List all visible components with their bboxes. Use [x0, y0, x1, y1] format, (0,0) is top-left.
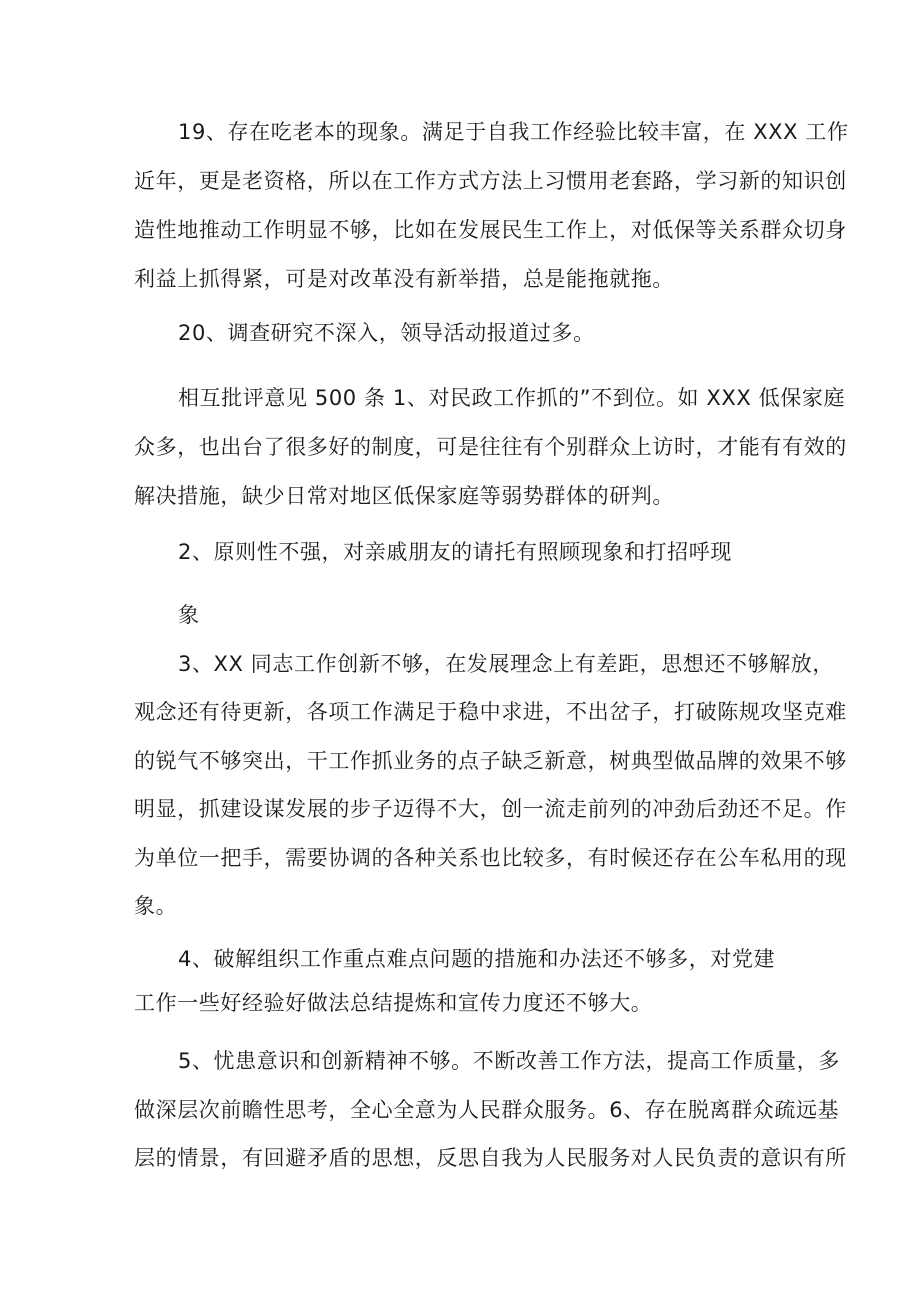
text-line: 利益上抓得紧，可是对改革没有新举措，总是能拖就拖。 — [134, 267, 674, 291]
text-line: 工作一些好经验好做法总结提炼和宣传力度还不够大。 — [134, 991, 653, 1015]
text-line: 5、忧患意识和创新精神不够。不断改善工作方法，提高工作质量，多 — [178, 1049, 840, 1073]
text-line: 象 — [178, 603, 200, 627]
text-line: 3、XX 同志工作创新不够，在发展理念上有差距，思想还不够解放， — [178, 652, 835, 676]
text-line: 相互批评意见 500 条 1、对民政工作抓的”不到位。如 XXX 低保家庭 — [178, 386, 846, 410]
text-line: 造性地推动工作明显不够，比如在发展民生工作上，对低保等关系群众切身 — [134, 218, 847, 242]
text-line: 象。 — [134, 894, 178, 918]
text-line: 众多，也出台了很多好的制度，可是往往有个别群众上访时，才能有有效的 — [134, 435, 847, 459]
text-line: 观念还有待更新，各项工作满足于稳中求进，不出岔子，打破陈规攻坚克难 — [134, 700, 847, 724]
text-line: 20、调查研究不深入，领导活动报道过多。 — [178, 321, 595, 345]
text-line: 近年，更是老资格，所以在工作方式方法上习惯用老套路，学习新的知识创 — [134, 169, 847, 193]
text-line: 19、存在吃老本的现象。满足于自我工作经验比较丰富，在 XXX 工作 — [178, 120, 849, 144]
text-line: 解决措施，缺少日常对地区低保家庭等弱势群体的研判。 — [134, 484, 674, 508]
text-line: 层的情景，有回避矛盾的思想，反思自我为人民服务对人民负责的意识有所 — [134, 1146, 847, 1170]
text-line: 4、破解组织工作重点难点问题的措施和办法还不够多，对党建 — [178, 947, 776, 971]
text-line: 明显，抓建设谋发展的步子迈得不大，创一流走前列的冲劲后劲还不足。作 — [134, 797, 847, 821]
text-line: 为单位一把手，需要协调的各种关系也比较多，有时候还存在公车私用的现 — [134, 846, 847, 870]
text-line: 的锐气不够突出，干工作抓业务的点子缺乏新意，树典型做品牌的效果不够 — [134, 749, 847, 773]
text-line: 2、原则性不强，对亲戚朋友的请托有照顾现象和打招呼现 — [178, 540, 732, 564]
text-line: 做深层次前瞻性思考，全心全意为人民群众服务。6、存在脱离群众疏远基 — [134, 1098, 840, 1122]
